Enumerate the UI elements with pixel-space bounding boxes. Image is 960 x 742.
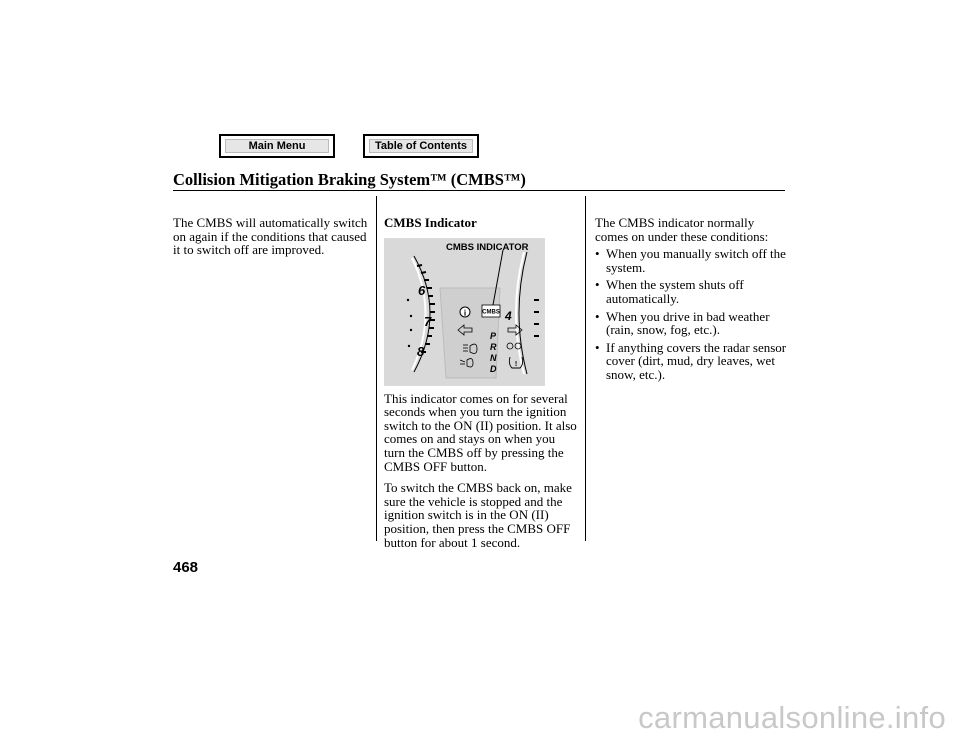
title-divider xyxy=(173,190,785,191)
cmbs-indicator-callout: CMBS INDICATOR xyxy=(446,241,529,253)
column-divider-right xyxy=(585,196,586,541)
svg-text:i: i xyxy=(463,308,467,318)
conditions-list xyxy=(595,247,790,381)
instrument-cluster-illustration xyxy=(384,238,545,386)
table-of-contents-label: Table of Contents xyxy=(369,139,473,153)
list-item: • When the system shuts off automatically. xyxy=(595,278,790,305)
svg-text:4: 4 xyxy=(505,308,512,323)
column-divider-left xyxy=(376,196,377,541)
cmbs-indicator-figure xyxy=(384,238,545,386)
column-right xyxy=(595,216,790,386)
list-item: • When you drive in bad weather (rain, snow, fog, etc.). xyxy=(595,310,790,337)
svg-text:!: ! xyxy=(514,360,518,368)
cmbs-indicator-text: CMBS xyxy=(482,309,500,316)
tach-number-7: 7 xyxy=(424,313,432,329)
watermark: carmanualsonline.info xyxy=(638,700,946,735)
switch-back-on-paragraph: To switch the CMBS back on, make sure the vehicle is stopped and the ignition switch is in the ON (II) position, then press the CMBS OFF button for about 1 second. xyxy=(384,480,572,550)
list-item: • When you manually switch off the system. xyxy=(595,247,790,274)
gear-letter-n: N xyxy=(490,352,497,363)
list-item: • If anything covers the radar sensor cover (dirt, mud, dry leaves, wet snow, etc.). xyxy=(595,341,790,382)
gear-letter-p: P xyxy=(490,330,497,341)
gear-letter-d: D xyxy=(490,363,497,374)
column-left xyxy=(173,216,368,265)
main-menu-label: Main Menu xyxy=(225,139,329,153)
tach-number-8: 8 xyxy=(417,343,425,359)
table-of-contents-button[interactable] xyxy=(363,134,479,158)
indicator-description-paragraph: This indicator comes on for several seconds when you turn the ignition switch to the ON (II) position. It also comes on and stays on when you turn the CMBS off by pressing the CMBS OFF button. xyxy=(384,390,577,474)
page-number: 468 xyxy=(173,559,199,576)
gear-letter-r: R xyxy=(490,341,497,352)
cmbs-indicator-heading: CMBS Indicator xyxy=(384,215,477,230)
tach-number-6: 6 xyxy=(418,282,426,298)
main-menu-button[interactable] xyxy=(219,134,335,158)
section-title: Collision Mitigation Braking System™ (CMBS™) xyxy=(173,170,526,189)
column-middle xyxy=(384,216,579,557)
conditions-intro: The CMBS indicator normally comes on under these conditions: xyxy=(595,215,769,244)
auto-switch-paragraph: The CMBS will automatically switch on again if the conditions that caused it to switch off are improved. xyxy=(173,215,368,258)
